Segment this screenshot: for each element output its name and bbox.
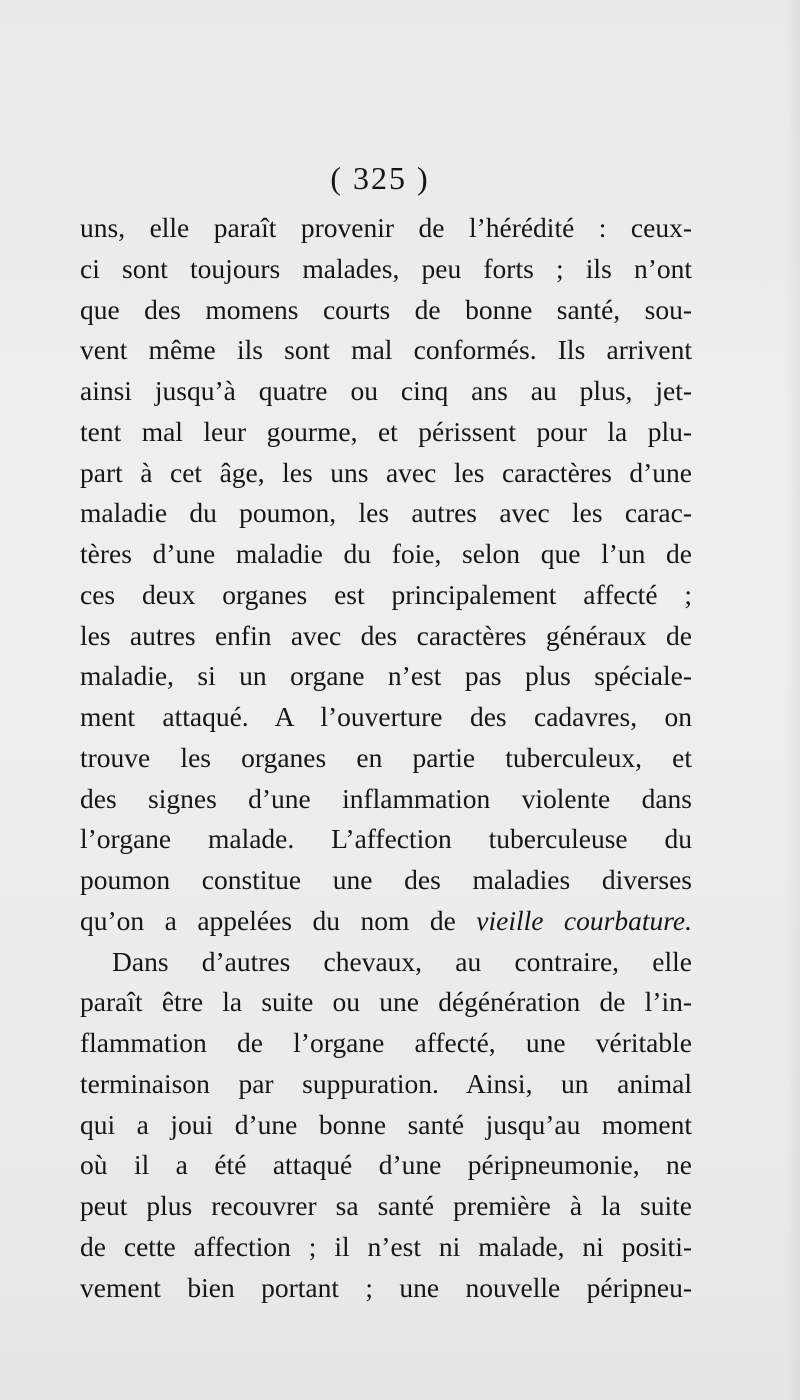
text-line: [80, 575, 692, 616]
text-line: [80, 1227, 692, 1268]
text-line: [80, 290, 692, 331]
text-line-italic: vieille courbature.: [476, 904, 692, 936]
text-line-content: poumon constitue une des maladies diverses: [80, 864, 692, 895]
text-line-content: l’organe malade. L’affection tuberculeuse du: [80, 823, 692, 855]
text-line: [80, 656, 692, 697]
text-line-content: vent même ils sont mal conformés. Ils arrivent: [80, 334, 692, 366]
text-line-content: des signes d’une inflammation violente dans: [80, 782, 692, 814]
text-line: [80, 1186, 692, 1227]
body-text: [80, 208, 692, 1308]
text-line-content: vement bien portant ; une nouvelle péripneu-: [80, 1271, 692, 1303]
text-line-content: ainsi jusqu’à quatre ou cinq ans au plus, jet-: [80, 375, 692, 406]
text-line-content: tent mal leur gourme, et périssent pour la plu-: [80, 415, 692, 447]
text-line: [80, 819, 692, 860]
text-line-content: terminaison par suppuration. Ainsi, un animal: [80, 1067, 692, 1099]
text-line-content: paraît être la suite ou une dégénération de l’in-: [80, 986, 692, 1018]
text-line: [80, 208, 692, 249]
text-line-content: qu’on a appelées du nom de: [80, 904, 456, 936]
text-line: [80, 779, 692, 820]
text-line: [80, 860, 692, 901]
text-line-content: uns, elle paraît provenir de l’hérédité : ceux-: [80, 212, 692, 243]
text-line-content: tères d’une maladie du foie, selon que l’un de: [80, 538, 692, 569]
text-line-content: peut plus recouvrer sa santé première à la suite: [80, 1190, 692, 1221]
text-line: [80, 249, 692, 290]
text-line: [80, 616, 692, 657]
text-line-content: les autres enfin avec des caractères généraux de: [80, 619, 692, 651]
text-line: [80, 697, 692, 738]
text-line: [80, 942, 692, 983]
text-line: [80, 1064, 692, 1105]
text-line-content: flammation de l’organe affecté, une véritable: [80, 1027, 692, 1058]
text-line: [80, 493, 692, 534]
text-line-content: que des momens courts de bonne santé, sou-: [80, 293, 692, 325]
text-line: [80, 534, 692, 575]
text-line-content: qui a joui d’une bonne santé jusqu’au moment: [80, 1108, 692, 1140]
text-line-content: trouve les organes en partie tuberculeux, et: [80, 741, 692, 773]
page-edge-shadow: [786, 0, 800, 1400]
text-line: [80, 738, 692, 779]
text-line: [80, 412, 692, 453]
text-line: [80, 1145, 692, 1186]
text-line-content: où il a été attaqué d’une péripneumonie, ne: [80, 1149, 692, 1181]
text-line: [80, 1105, 692, 1146]
text-line-content: de cette affection ; il n’est ni malade, ni positi-: [80, 1230, 692, 1262]
text-line-content: maladie, si un organe n’est pas plus spéciale-: [80, 660, 692, 692]
text-line: [80, 453, 692, 494]
text-line-content: ci sont toujours malades, peu forts ; ils n’ont: [80, 252, 692, 284]
text-line: [80, 371, 692, 412]
text-line-content: ment attaqué. A l’ouverture des cadavres, on: [80, 701, 692, 732]
text-line: [80, 1023, 692, 1064]
text-line: [80, 901, 692, 942]
text-line: [80, 982, 692, 1023]
text-line-content: Dans d’autres chevaux, au contraire, elle: [112, 945, 692, 977]
page-number: ( 325 ): [330, 160, 430, 196]
text-line-content: part à cet âge, les uns avec les caractères d’une: [80, 456, 692, 488]
text-line: [80, 330, 692, 371]
text-line-content: ces deux organes est principalement affecté ;: [80, 578, 692, 610]
text-line-content: maladie du poumon, les autres avec les carac-: [80, 497, 692, 529]
text-line: [80, 1268, 692, 1309]
